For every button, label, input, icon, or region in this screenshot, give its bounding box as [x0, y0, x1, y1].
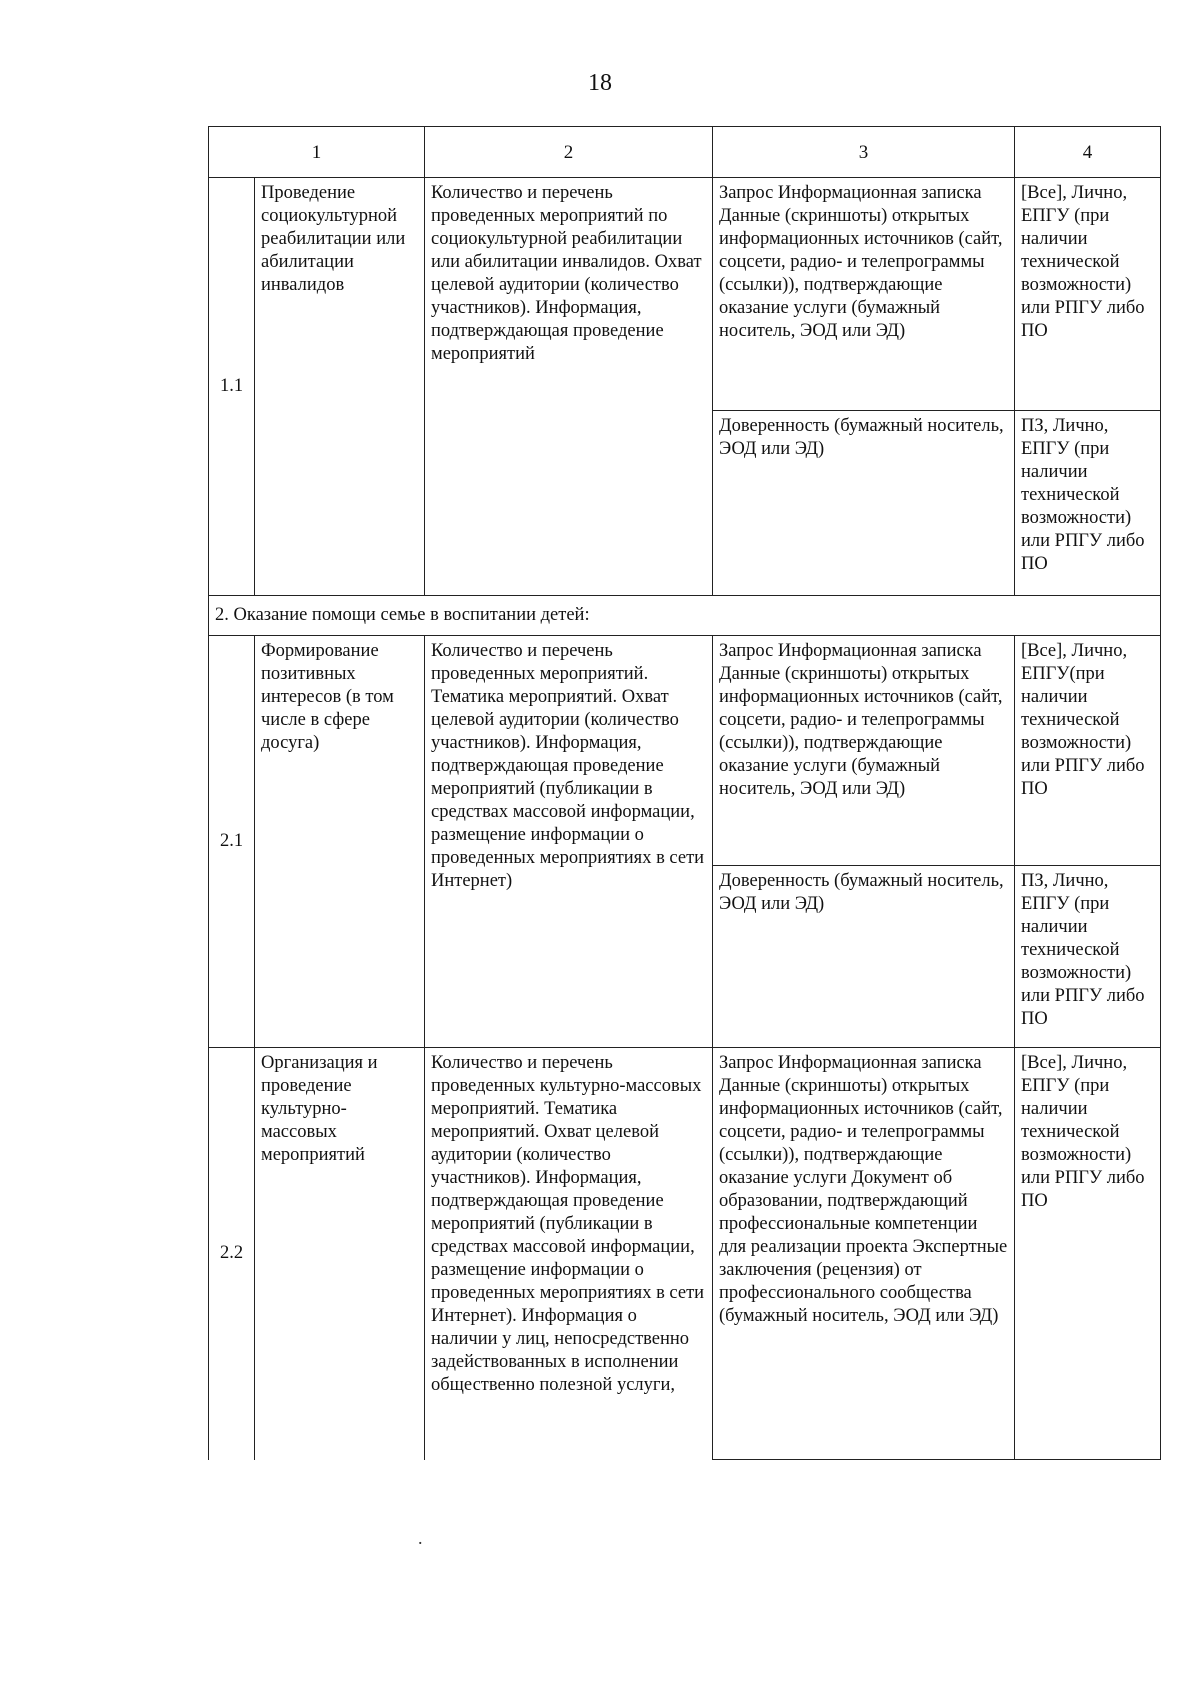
header-col-2: 2: [425, 127, 713, 178]
service-name: Организация и проведение культурно-массовых мероприятий: [255, 1048, 425, 1460]
page-number: 18: [588, 70, 612, 96]
section-row: [209, 596, 1161, 636]
service-name: Формирование позитивных интересов (в том числе в сфере досуга): [255, 636, 425, 1048]
submission-channels: [Все], Лично, ЕПГУ(при наличии технической возможности) или РПГУ либо ПО: [1015, 636, 1161, 866]
required-documents: Запрос Информационная записка Данные (скриншоты) открытых информационных источников (сайт, соцсети, радио- и телепрограммы (ссылки)), подтверждающие оказание услуги (бумажный носитель, ЭОД или ЭД): [713, 178, 1015, 411]
table-row: [209, 178, 1161, 411]
table-row: [209, 636, 1161, 866]
row-number: 1.1: [209, 178, 255, 596]
submission-channels: ПЗ, Лично, ЕПГУ (при наличии технической возможности) или РПГУ либо ПО: [1015, 866, 1161, 1048]
stray-mark: .: [418, 1528, 423, 1548]
table-header-row: [209, 127, 1161, 178]
services-table: [208, 126, 1161, 1460]
service-description: Количество и перечень проведенных мероприятий по социокультурной реабилитации или абилитации инвалидов. Охват целевой аудитории (количество участников). Информация, подтверждающая проведение мероприятий: [425, 178, 713, 596]
row-number: 2.1: [209, 636, 255, 1048]
header-col-4: 4: [1015, 127, 1161, 178]
required-documents: Запрос Информационная записка Данные (скриншоты) открытых информационных источников (сайт, соцсети, радио- и телепрограммы (ссылки)), подтверждающие оказание услуги Документ об образовании, подтверждающий профессиональные компетенции для реализации проекта Экспертные заключения (рецензия) от профессионального сообщества (бумажный носитель, ЭОД или ЭД): [713, 1048, 1015, 1460]
submission-channels: [Все], Лично, ЕПГУ (при наличии технической возможности) или РПГУ либо ПО: [1015, 1048, 1161, 1460]
required-documents: Доверенность (бумажный носитель, ЭОД или ЭД): [713, 411, 1015, 596]
submission-channels: [Все], Лично, ЕПГУ (при наличии технической возможности) или РПГУ либо ПО: [1015, 178, 1161, 411]
header-col-3: 3: [713, 127, 1015, 178]
service-description: Количество и перечень проведенных мероприятий. Тематика мероприятий. Охват целевой аудитории (количество участников). Информация, подтверждающая проведение мероприятий (публикации в средствах массовой информации, размещение информации о проведенных мероприятиях в сети Интернет): [425, 636, 713, 1048]
required-documents: Запрос Информационная записка Данные (скриншоты) открытых информационных источников (сайт, соцсети, радио- и телепрограммы (ссылки)), подтверждающие оказание услуги (бумажный носитель, ЭОД или ЭД): [713, 636, 1015, 866]
submission-channels: ПЗ, Лично, ЕПГУ (при наличии технической возможности) или РПГУ либо ПО: [1015, 411, 1161, 596]
service-name: Проведение социокультурной реабилитации или абилитации инвалидов: [255, 178, 425, 596]
service-description: Количество и перечень проведенных культурно-массовых мероприятий. Тематика мероприятий. Охват целевой аудитории (количество участников). Информация, подтверждающая проведение мероприятий (публикации в средствах массовой информации, размещение информации о проведенных мероприятиях в сети Интернет). Информация о наличии у лиц, непосредственно задействованных в исполнении общественно полезной услуги,: [425, 1048, 713, 1460]
row-number: 2.2: [209, 1048, 255, 1460]
section-heading: 2. Оказание помощи семье в воспитании детей:: [209, 596, 1161, 636]
required-documents: Доверенность (бумажный носитель, ЭОД или ЭД): [713, 866, 1015, 1048]
header-col-1: 1: [209, 127, 425, 178]
table-row: [209, 1048, 1161, 1460]
